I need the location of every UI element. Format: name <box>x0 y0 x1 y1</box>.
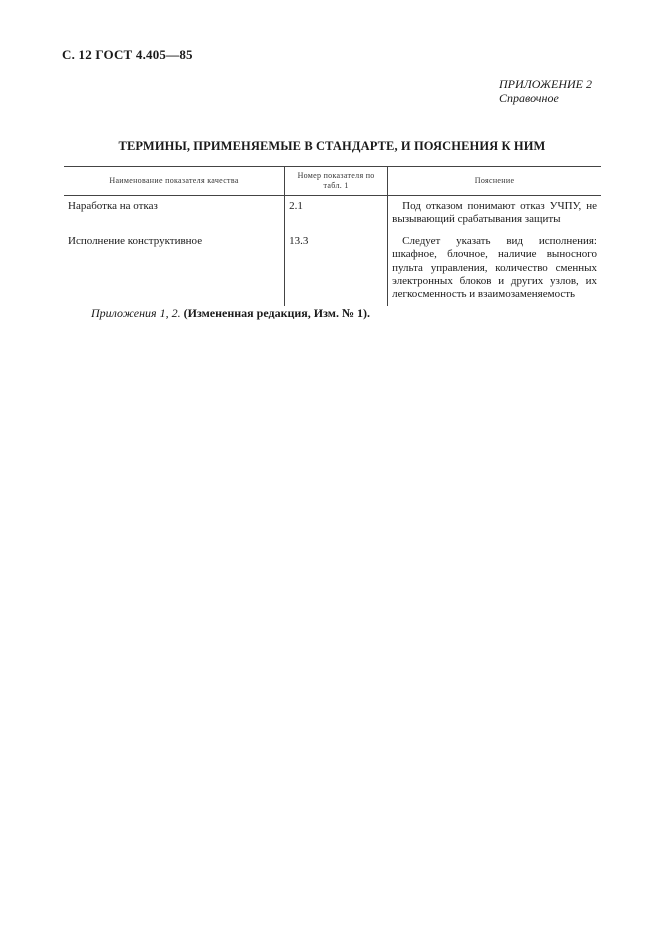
cell-explanation: Следует указать вид исполнения: шкафное, блочное, наличие выносного пульта управления, количество сменных электронных блоков и других узлов, их легкосменность и взаимозаменяемость <box>388 231 601 306</box>
cell-name: Наработка на отказ <box>68 200 158 212</box>
cell-name: Исполнение конструктивное <box>68 234 203 247</box>
terms-table <box>64 166 601 306</box>
header-name: Наименование показателя качества <box>64 167 285 196</box>
cell-number: 13.3 <box>285 231 388 306</box>
note-amendment: (Измененная редакция, Изм. № 1). <box>183 306 371 320</box>
table-header-row <box>64 167 601 196</box>
cell-explanation: Под отказом понимают отказ УЧПУ, не вызывающий срабатывания защиты <box>388 196 601 231</box>
appendix-label-block <box>499 77 592 105</box>
amendment-note <box>91 306 370 321</box>
table-row <box>64 196 601 231</box>
appendix-label: ПРИЛОЖЕНИЕ 2 <box>499 77 592 91</box>
header-number: Номер показателя по табл. 1 <box>285 167 388 196</box>
page-header: С. 12 ГОСТ 4.405—85 <box>62 47 193 62</box>
document-title: ТЕРМИНЫ, ПРИМЕНЯЕМЫЕ В СТАНДАРТЕ, И ПОЯСНЕНИЯ К НИМ <box>118 139 546 153</box>
cell-number: 2.1 <box>285 196 388 231</box>
header-explanation: Пояснение <box>388 167 601 196</box>
note-appendices-ref: Приложения 1, 2. <box>91 306 181 320</box>
table-row <box>64 231 601 306</box>
appendix-type: Справочное <box>499 91 559 105</box>
